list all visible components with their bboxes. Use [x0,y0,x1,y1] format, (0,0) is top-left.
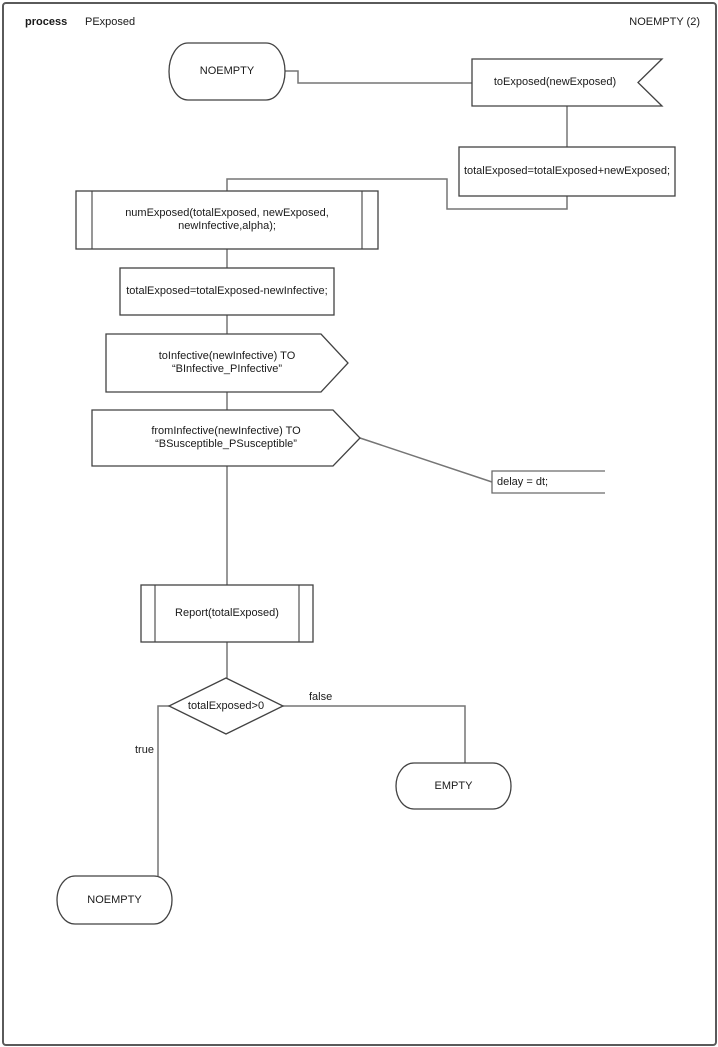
output-frominfective-shape[interactable] [92,410,360,466]
connector-true-branch [158,706,169,876]
proc-numexposed-label: numExposed(totalExposed, newExposed, newInfective,alpha); [125,207,329,232]
header-page-ref: NOEMPTY (2) [629,16,700,28]
state-empty-label: EMPTY [434,779,473,792]
output-toinfective-shape[interactable] [106,334,348,392]
state-empty-shape[interactable] [396,763,511,809]
state-noempty-end-label: NOEMPTY [87,893,142,906]
state-noempty-end-shape[interactable] [57,876,172,924]
input-toexposed-shape[interactable] [472,59,662,106]
decision-totalexposed-shape[interactable] [169,678,283,734]
task-sub-shape[interactable] [120,268,334,315]
proc-numexposed-shape[interactable] [76,191,378,249]
header-process-name: PExposed [85,16,136,28]
comment-delay-label: delay = dt; [497,475,549,488]
task-sub-label: totalExposed=totalExposed-newInfective; [126,285,328,297]
header-kind-label: process [25,16,68,28]
false-branch-label: false [309,691,333,703]
state-noempty-start-shape[interactable] [169,43,285,100]
task-add-shape[interactable] [459,147,675,196]
output-frominfective-label: fromInfective(newInfective) TO “BSusceptible_PSusceptible” [151,425,301,450]
true-branch-label: true [135,744,154,756]
connector-start-to-input [284,71,472,83]
connector-comment-link [360,438,492,482]
decision-totalexposed-label: totalExposed>0 [187,699,265,712]
task-add-label: totalExposed=totalExposed+newExposed; [463,165,671,177]
connector-false-branch [283,706,465,763]
comment-delay-shape[interactable] [492,471,605,493]
proc-report-label: Report(totalExposed) [175,607,279,619]
output-toinfective-label: toInfective(newInfective) TO “BInfective_PInfective” [158,350,296,375]
proc-report-shape[interactable] [141,585,313,642]
state-noempty-start-label: NOEMPTY [199,65,255,77]
input-toexposed-label: toExposed(newExposed) [493,76,617,88]
